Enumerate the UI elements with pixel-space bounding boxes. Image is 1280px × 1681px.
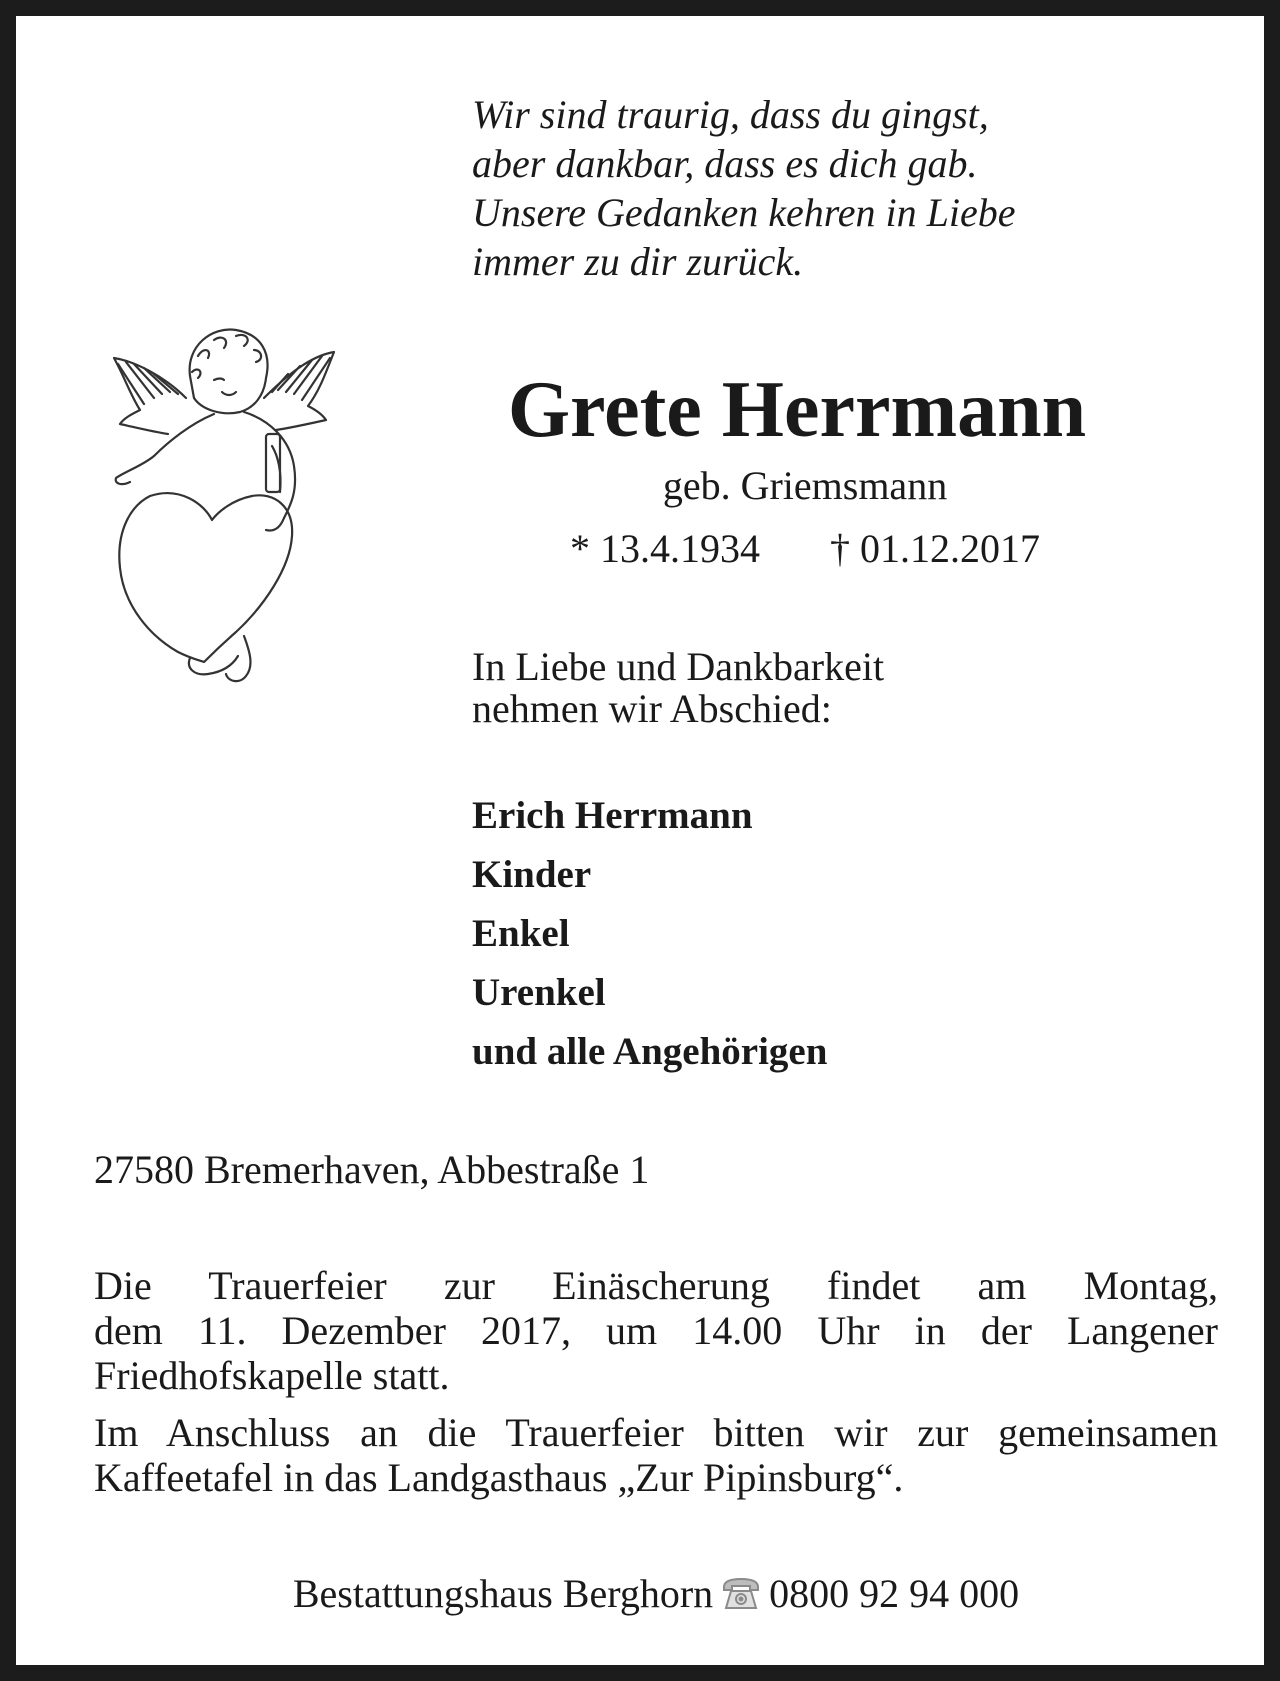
maiden-name: geb. Griemsmann bbox=[662, 463, 948, 508]
reception-line: Im Anschluss an die Trauerfeier bitten wir zur gemeinsamen bbox=[94, 1410, 1218, 1455]
reception-paragraph bbox=[94, 1410, 1218, 1500]
mourner-item: Kinder bbox=[472, 853, 592, 896]
death-date: † 01.12.2017 bbox=[830, 526, 1040, 571]
undertaker-line bbox=[94, 1569, 1218, 1619]
ceremony-line: dem 11. Dezember 2017, um 14.00 Uhr in der Langener bbox=[94, 1308, 1218, 1353]
farewell-text bbox=[472, 646, 884, 730]
poem bbox=[472, 90, 1016, 286]
poem-line: Unsere Gedanken kehren in Liebe bbox=[472, 190, 1016, 235]
mourner-item: und alle Angehörigen bbox=[472, 1030, 828, 1073]
poem-line: Wir sind traurig, dass du gingst, bbox=[472, 92, 989, 137]
mourners-list bbox=[472, 786, 827, 1081]
farewell-line: In Liebe und Dankbarkeit bbox=[472, 644, 885, 689]
ceremony-line: Die Trauerfeier zur Einäscherung findet am Montag, bbox=[94, 1263, 1218, 1308]
poem-line: aber dankbar, dass es dich gab. bbox=[472, 141, 978, 186]
mourner-item: Enkel bbox=[472, 912, 570, 955]
life-dates bbox=[472, 524, 1138, 574]
address: 27580 Bremerhaven, Abbestraße 1 bbox=[94, 1147, 650, 1192]
ceremony-line: Friedhofskapelle statt. bbox=[94, 1353, 450, 1398]
farewell-line: nehmen wir Abschied: bbox=[472, 686, 832, 731]
poem-line: immer zu dir zurück. bbox=[472, 239, 804, 284]
deceased-name: Grete Herrmann bbox=[507, 366, 1087, 454]
undertaker-name: Bestattungshaus Berghorn bbox=[292, 1571, 714, 1616]
telephone-icon bbox=[721, 1577, 761, 1611]
undertaker-phone: 0800 92 94 000 bbox=[769, 1571, 1020, 1616]
mourner-item: Urenkel bbox=[472, 971, 606, 1014]
mourner-item: Erich Herrmann bbox=[472, 794, 753, 837]
ceremony-paragraph bbox=[94, 1263, 1218, 1398]
angel-with-heart-icon bbox=[94, 306, 354, 706]
birth-date: * 13.4.1934 bbox=[570, 526, 760, 571]
reception-line: Kaffeetafel in das Landgasthaus „Zur Pipinsburg“. bbox=[94, 1455, 904, 1500]
